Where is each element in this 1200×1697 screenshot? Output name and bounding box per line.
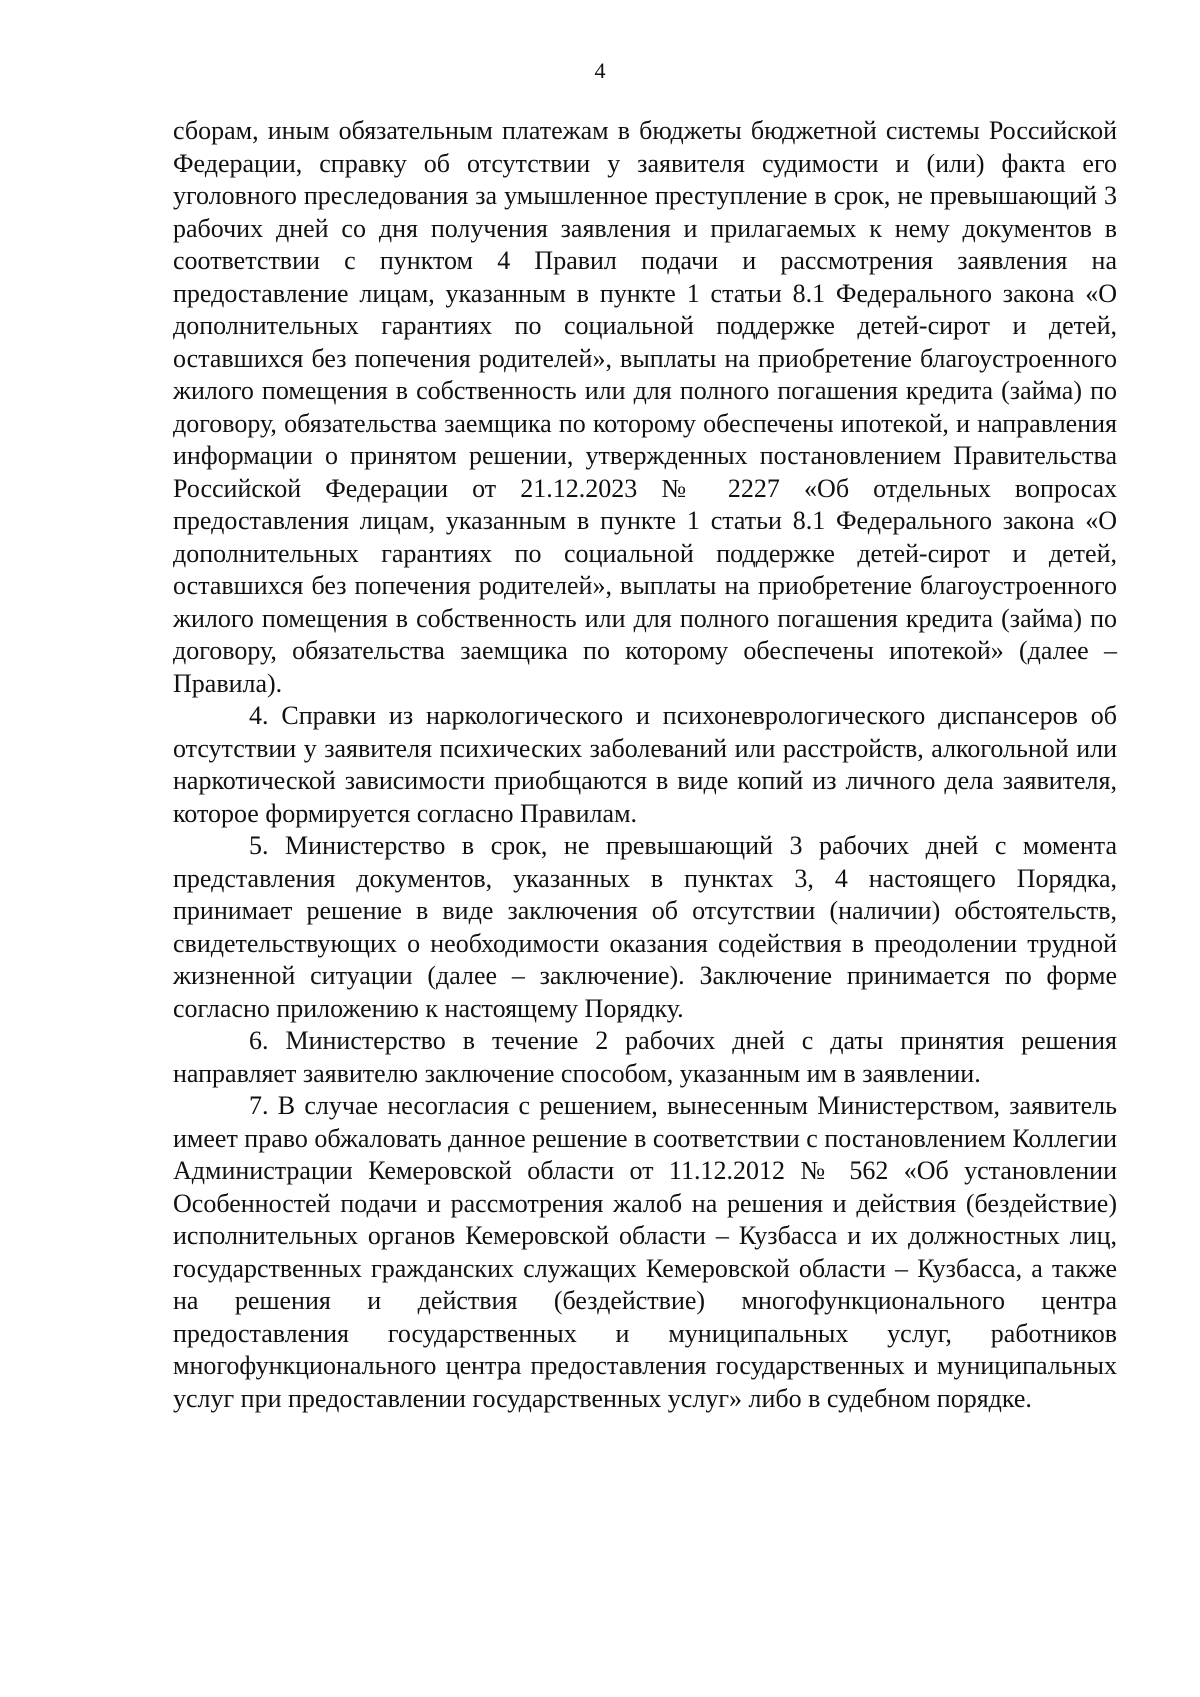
- page-number: 4: [594, 58, 606, 83]
- paragraph-item-7: 7. В случае несогласия с решением, вынесенным Министерством, заявитель имеет право обжаловать данное решение в соответствии с постановлением Коллегии Администрации Кемеровской области от 11.12.2012 № 562 «Об установлении Особенностей подачи и рассмотрения жалоб на решения и действия (бездействие) исполнительных органов Кемеровской области – Кузбасса и их должностных лиц, государственных гражданских служащих Кемеровской области – Кузбасса, а также на решения и действия (бездействие) многофункционального центра предоставления государственных и муниципальных услуг, работников многофункционального центра предоставления государственных и муниципальных услуг при предоставлении государственных услуг» либо в судебном порядке.: [173, 1091, 1118, 1413]
- document-body: [173, 115, 1117, 1415]
- paragraph-item-6: 6. Министерство в течение 2 рабочих дней с даты принятия решения направляет заявителю заключение способом, указанным им в заявлении.: [173, 1026, 1117, 1088]
- paragraph-item-5: 5. Министерство в срок, не превышающий 3 рабочих дней с момента представления документов, указанных в пунктах 3, 4 настоящего Порядка, принимает решение в виде заключения об отсутствии (наличии) обстоятельств, свидетельствующих о необходимости оказания содействия в преодолении трудной жизненной ситуации (далее – заключение). Заключение принимается по форме согласно приложению к настоящему Порядку.: [173, 831, 1117, 1023]
- paragraph-continuation: сборам, иным обязательным платежам в бюджеты бюджетной системы Российской Федерации, справку об отсутствии у заявителя судимости и (или) факта его уголовного преследования за умышленное преступление в срок, не превышающий 3 рабочих дней со дня получения заявления и прилагаемых к нему документов в соответствии с пунктом 4 Правил подачи и рассмотрения заявления на предоставление лицам, указанным в пункте 1 статьи 8.1 Федерального закона «О дополнительных гарантиях по социальной поддержке детей-сирот и детей, оставшихся без попечения родителей», выплаты на приобретение благоустроенного жилого помещения в собственность или для полного погашения кредита (займа) по договору, обязательства заемщика по которому обеспечены ипотекой, и направления информации о принятом решении, утвержденных постановлением Правительства Российской Федерации от 21.12.2023 № 2227 «Об отдельных вопросах предоставления лицам, указанным в пункте 1 статьи 8.1 Федерального закона «О дополнительных гарантиях по социальной поддержке детей-сирот и детей, оставшихся без попечения родителей», выплаты на приобретение благоустроенного жилого помещения в собственность или для полного погашения кредита (займа) по договору, обязательства заемщика по которому обеспечены ипотекой» (далее – Правила).: [173, 116, 1117, 698]
- paragraph-item-4: 4. Справки из наркологического и психоневрологического диспансеров об отсутствии у заявителя психических заболеваний или расстройств, алкогольной или наркотической зависимости приобщаются в виде копий из личного дела заявителя, которое формируется согласно Правилам.: [173, 701, 1117, 828]
